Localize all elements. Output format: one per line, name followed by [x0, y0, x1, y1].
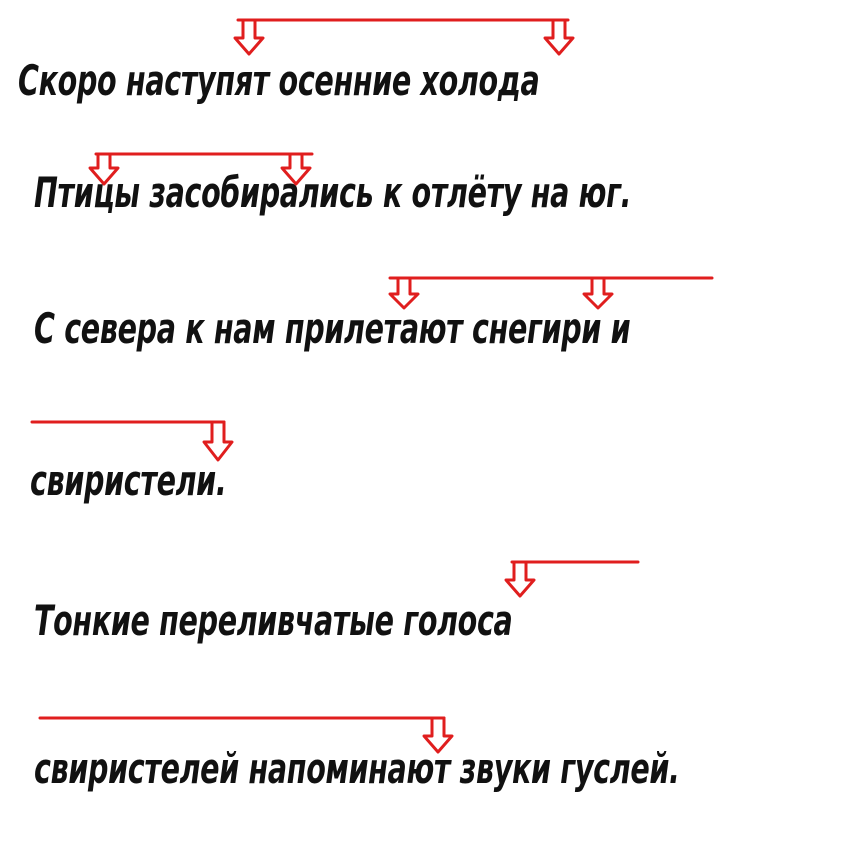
arrow-down-icon [235, 20, 263, 54]
arrow-down-icon [204, 422, 232, 460]
sentence-line-3: С севера к нам прилетают снегири и [34, 304, 631, 353]
arrow-down-icon [424, 718, 452, 752]
sentence-line-4: свиристели. [30, 456, 227, 505]
arrow-down-icon [90, 154, 118, 184]
arrow-down-icon [584, 278, 612, 308]
arrow-down-icon [282, 154, 310, 184]
sentence-line-6: свиристелей напоминают звуки гуслей. [34, 744, 680, 793]
sentence-line-5: Тонкие переливчатые голоса [34, 596, 513, 645]
arrow-down-icon [506, 562, 534, 596]
sentence-line-1: Скоро наступят осенние холода [18, 56, 540, 105]
sentence-line-2: Птицы засобирались к отлёту на юг. [34, 168, 632, 217]
arrow-down-icon [545, 20, 573, 54]
arrow-down-icon [390, 278, 418, 308]
